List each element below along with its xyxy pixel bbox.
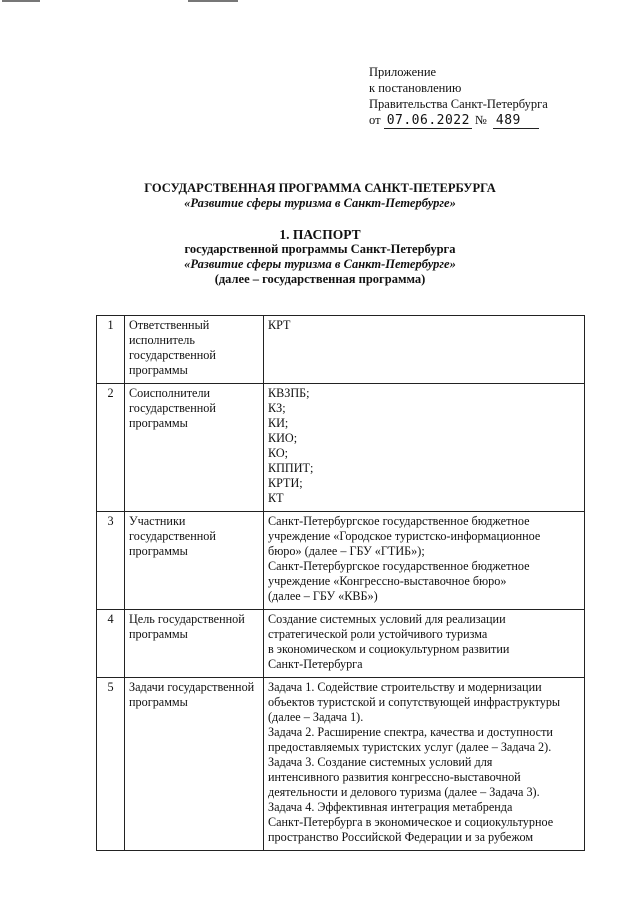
row-number: 4 — [97, 610, 125, 678]
row-number: 2 — [97, 384, 125, 512]
row-value-line: Санкт-Петербурга в экономическое и социокультурное — [268, 815, 554, 829]
row-value — [264, 384, 585, 512]
scan-artifact — [2, 0, 40, 2]
decree-date: 07.06.2022 — [384, 114, 472, 129]
row-value-line: Санкт-Петербургское государственное бюджетное — [268, 559, 530, 573]
row-value-line: КППИТ; — [268, 461, 314, 475]
program-title: ГОСУДАРСТВЕННАЯ ПРОГРАММА САНКТ-ПЕТЕРБУРГА — [144, 181, 496, 195]
number-prefix: № — [474, 113, 487, 127]
passport-line: (далее – государственная программа) — [214, 272, 426, 286]
row-label: Участники государственной программы — [125, 512, 264, 610]
row-value-line: КО; — [268, 446, 289, 460]
row-value-line: (далее – ГБУ «КВБ») — [268, 589, 378, 603]
row-value-line: стратегической роли устойчивого туризма — [268, 627, 488, 641]
row-value-line: КИ; — [268, 416, 289, 430]
row-value-line: предоставляемых туристских услуг (далее – Задача 2). — [268, 740, 552, 754]
appendix-date-line — [369, 112, 548, 129]
passport-heading: 1. ПАСПОРТ — [279, 227, 361, 242]
appendix-line: Правительства Санкт-Петербурга — [369, 97, 548, 111]
appendix-line: Приложение — [369, 65, 437, 79]
row-value-line: пространство Российской Федерации и за рубежом — [268, 830, 534, 844]
passport-title-block — [0, 227, 640, 287]
row-value-line: КТ — [268, 491, 284, 505]
row-label: Цель государственной программы — [125, 610, 264, 678]
row-value — [264, 512, 585, 610]
program-subtitle: «Развитие сферы туризма в Санкт-Петербурге» — [184, 196, 456, 210]
row-value-line: Санкт-Петербургское государственное бюджетное — [268, 514, 530, 528]
row-value-line: деятельности и делового туризма (далее – Задача 3). — [268, 785, 540, 799]
row-value-line: учреждение «Городское туристско-информационное — [268, 529, 541, 543]
row-value-line: Задача 4. Эффективная интеграция метабренда — [268, 800, 513, 814]
row-value-line: Задача 1. Содействие строительству и модернизации — [268, 680, 542, 694]
row-number: 5 — [97, 678, 125, 851]
row-value-line: КИО; — [268, 431, 298, 445]
row-value — [264, 678, 585, 851]
row-value-line: (далее – Задача 1). — [268, 710, 364, 724]
row-label: Задачи государственной программы — [125, 678, 264, 851]
appendix-line: к постановлению — [369, 81, 462, 95]
program-title-block — [0, 181, 640, 211]
date-prefix: от — [369, 113, 381, 127]
row-value-line: КРТИ; — [268, 476, 303, 490]
table-row — [97, 512, 585, 610]
table-row — [97, 678, 585, 851]
row-value-line: КЗ; — [268, 401, 286, 415]
row-number: 1 — [97, 316, 125, 384]
row-label: Соисполнители государственной программы — [125, 384, 264, 512]
passport-table — [96, 315, 585, 851]
row-value-line: учреждение «Конгрессно-выставочное бюро» — [268, 574, 507, 588]
table-row — [97, 384, 585, 512]
passport-table-body — [97, 316, 585, 851]
row-value-line: Создание системных условий для реализации — [268, 612, 506, 626]
row-value-line: Санкт-Петербурга — [268, 657, 363, 671]
row-label: Ответственный исполнитель государственной программы — [125, 316, 264, 384]
row-value-line: Задача 3. Создание системных условий для — [268, 755, 493, 769]
row-value-line: бюро» (далее – ГБУ «ГТИБ»); — [268, 544, 425, 558]
passport-line: «Развитие сферы туризма в Санкт-Петербурге» — [184, 257, 456, 271]
row-value-line: объектов туристской и сопутствующей инфраструктуры — [268, 695, 561, 709]
row-value — [264, 610, 585, 678]
table-row — [97, 610, 585, 678]
scan-artifact — [188, 0, 238, 2]
row-value-line: Задача 2. Расширение спектра, качества и доступности — [268, 725, 553, 739]
row-value — [264, 316, 585, 384]
row-value-line: в экономическом и социокультурном развитии — [268, 642, 510, 656]
table-row — [97, 316, 585, 384]
decree-number: 489 — [493, 114, 539, 129]
row-value-line: КРТ — [268, 318, 291, 332]
appendix-block — [369, 64, 548, 129]
passport-line: государственной программы Санкт-Петербурга — [184, 242, 456, 256]
row-value-line: КВЗПБ; — [268, 386, 310, 400]
row-value-line: интенсивного развития конгрессно-выставочной — [268, 770, 521, 784]
row-number: 3 — [97, 512, 125, 610]
